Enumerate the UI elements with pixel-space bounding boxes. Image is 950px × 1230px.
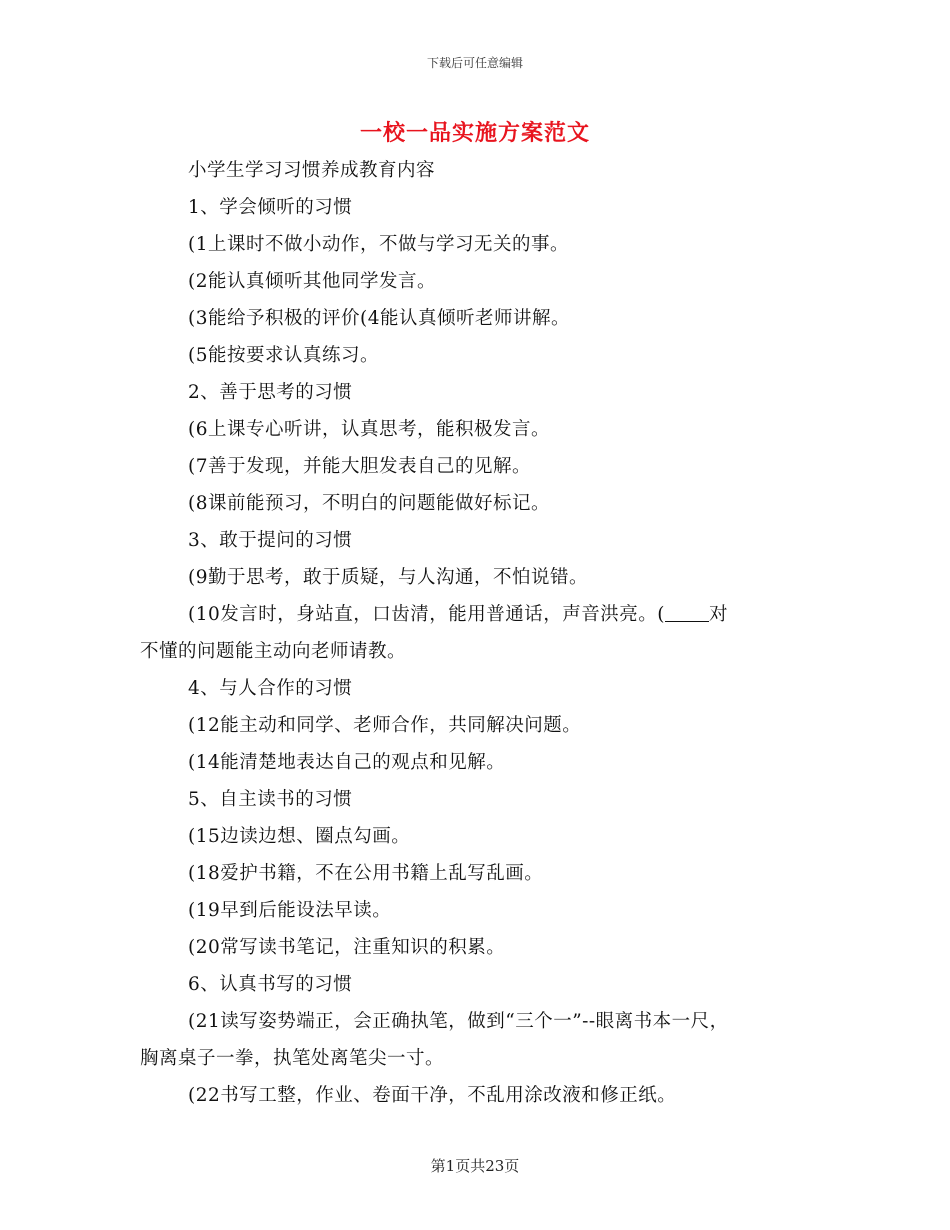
document-title: 一校一品实施方案范文: [359, 120, 590, 146]
list-item: (19早到后能设法早读。: [188, 900, 392, 921]
fill-blank: [665, 603, 709, 622]
list-item: (12能主动和同学、老师合作，共同解决问题。: [188, 715, 582, 736]
section-heading: 4、与人合作的习惯: [188, 678, 353, 699]
list-item: (20常写读书笔记，注重知识的积累。: [188, 937, 506, 958]
list-item: (9勤于思考，敢于质疑，与人沟通，不怕说错。: [188, 567, 588, 588]
item-text-after-blank: 对: [708, 604, 728, 625]
continuation-line: 不懂的问题能主动向老师请教。: [140, 641, 407, 662]
continuation-line: 胸离桌子一拳，执笔处离笔尖一寸。: [140, 1048, 445, 1069]
list-item: [140, 596, 830, 633]
document-body: [140, 152, 830, 1114]
list-item: (21读写姿势端正，会正确执笔，做到“三个一”--眼离书本一尺，: [188, 1011, 729, 1032]
section-heading: 1、学会倾听的习惯: [188, 197, 353, 218]
list-item: (7善于发现，并能大胆发表自己的见解。: [188, 456, 531, 477]
content-lines: [140, 189, 830, 1114]
section-heading: 6、认真书写的习惯: [188, 974, 353, 995]
list-item: (6上课专心听讲，认真思考，能积极发言。: [188, 419, 550, 440]
list-item: (1上课时不做小动作，不做与学习无关的事。: [188, 234, 569, 255]
section-heading: 2、善于思考的习惯: [188, 382, 353, 403]
list-item: (8课前能预习，不明白的问题能做好标记。: [188, 493, 550, 514]
page-header: 下载后可任意编辑: [426, 56, 523, 70]
list-item: (5能按要求认真练习。: [188, 345, 379, 366]
section-heading: 3、敢于提问的习惯: [188, 530, 353, 551]
list-item: (3能给予积极的评价(4能认真倾听老师讲解。: [188, 308, 570, 329]
intro-line: 小学生学习习惯养成教育内容: [188, 160, 436, 181]
list-item: (15边读边想、圈点勾画。: [188, 826, 411, 847]
list-item: (14能清楚地表达自己的观点和见解。: [188, 752, 506, 773]
section-heading: 5、自主读书的习惯: [188, 789, 353, 810]
list-item: (2能认真倾听其他同学发言。: [188, 271, 436, 292]
item-text-before-blank: (10发言时，身站直，口齿清，能用普通话，声音洪亮。(: [188, 604, 665, 625]
page-footer: 第1页共23页: [430, 1157, 520, 1175]
list-item: (18爱护书籍，不在公用书籍上乱写乱画。: [188, 863, 544, 884]
list-item: (22书写工整，作业、卷面干净，不乱用涂改液和修正纸。: [188, 1085, 677, 1106]
